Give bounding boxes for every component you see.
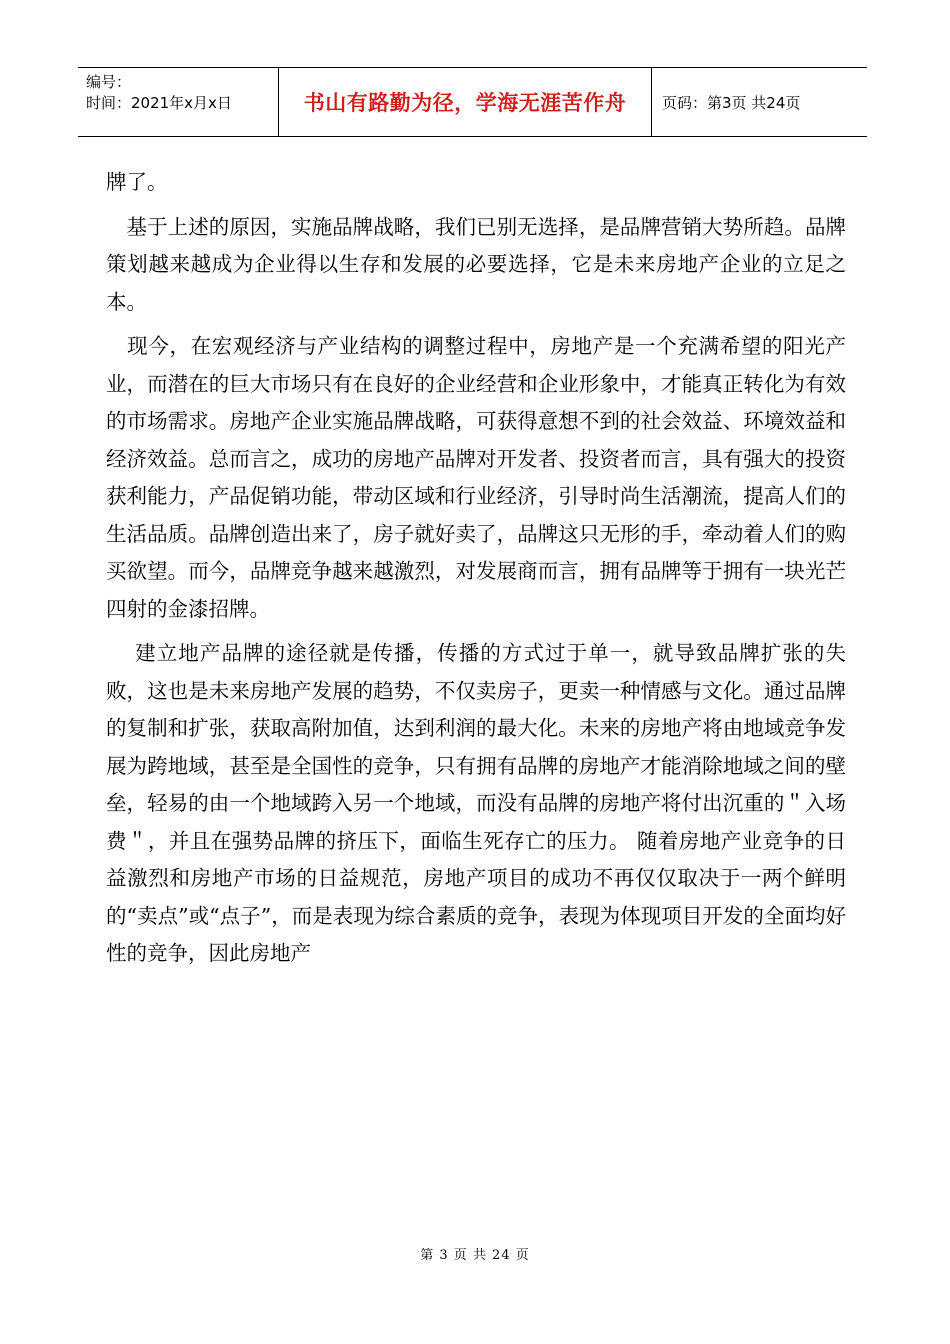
paragraph: 建立地产品牌的途径就是传播，传播的方式过于单一，就导致品牌扩张的失败，这也是未来房地产发展的趋势，不仅卖房子，更卖一种情感与文化。通过品牌的复制和扩张，获取高附加值，达到利润的最大化。未来的房地产将由地域竞争发展为跨地域，甚至是全国性的竞争，只有拥有品牌的房地产才能消除地域之间的壁垒，轻易的由一个地域跨入另一个地域，而没有品牌的房地产将付出沉重的＂入场费＂，并且在强势品牌的挤压下，面临生死存亡的压力。 随着房地产业竞争的日益激烈和房地产市场的日益规范，房地产项目的成功不再仅仅取决于一两个鲜明的“卖点”或“点子”，而是表现为综合素质的竞争，表现为体现项目开发的全面均好性的竞争，因此房地产 <box>106 641 846 965</box>
header-motto: 书山有路勤为径，学海无涯苦作舟 <box>303 91 627 115</box>
header-page-cell <box>652 68 867 136</box>
page-header <box>78 67 867 137</box>
paragraph: 牌了。 <box>106 170 168 194</box>
paragraph: 现今，在宏观经济与产业结构的调整过程中，房地产是一个充满希望的阳光产业，而潜在的巨大市场只有在良好的企业经营和企业形象中，才能真正转化为有效的市场需求。房地产企业实施品牌战略，可获得意想不到的社会效益、环境效益和经济效益。总而言之，成功的房地产品牌对开发者、投资者而言，具有强大的投资获利能力，产品促销功能，带动区域和行业经济，引导时尚生活潮流，提高人们的生活品质。品牌创造出来了，房子就好卖了，品牌这只无形的手，牵动着人们的购买欲望。而今，品牌竞争越来越激烈，对发展商而言，拥有品牌等于拥有一块光芒四射的金漆招牌。 <box>106 334 846 621</box>
header-page-number: 页码：第3页 共24页 <box>662 93 801 112</box>
header-meta-cell <box>78 68 279 136</box>
paragraph: 基于上述的原因，实施品牌战略，我们已别无选择，是品牌营销大势所趋。品牌策划越来越成为企业得以生存和发展的必要选择，它是未来房地产企业的立足之本。 <box>106 214 846 314</box>
page-footer: 第 3 页 共 24 页 <box>420 1248 530 1263</box>
header-motto-cell <box>279 68 652 136</box>
doc-number-label: 编号： <box>86 73 132 91</box>
doc-time-label: 时间：2021年x月x日 <box>86 94 232 112</box>
document-body <box>106 164 846 973</box>
